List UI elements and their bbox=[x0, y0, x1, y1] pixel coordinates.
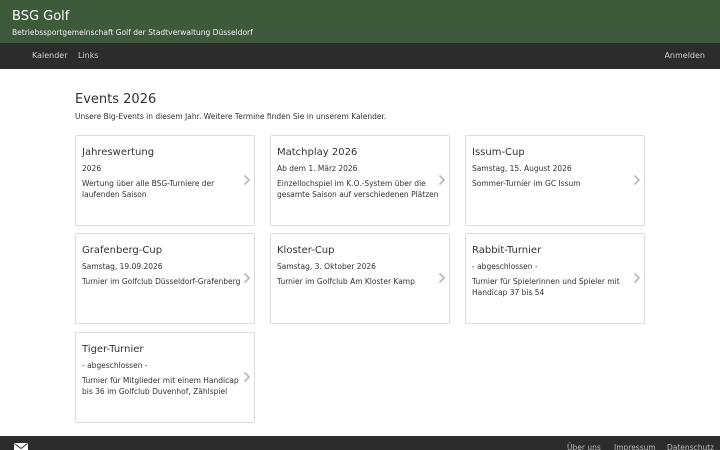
chevron-right-icon bbox=[438, 272, 446, 284]
event-description: Einzellochspiel im K.O.-System über die gesamte Saison auf verschiedenen Plätzen bbox=[277, 179, 439, 199]
event-description: Turnier im Golfclub Am Kloster Kamp bbox=[277, 277, 415, 286]
main-navbar bbox=[0, 43, 720, 69]
site-footer bbox=[0, 436, 720, 450]
event-description: Turnier im Golfclub Düsseldorf-Grafenberg bbox=[82, 277, 241, 286]
event-card-grafenberg-cup[interactable] bbox=[75, 233, 255, 324]
event-date: Samstag, 3. Oktober 2026 bbox=[277, 262, 376, 271]
event-date: Samstag, 19.09.2026 bbox=[82, 262, 163, 271]
chevron-right-icon bbox=[633, 272, 641, 284]
site-header bbox=[0, 0, 720, 43]
footer-link-about[interactable]: Über uns bbox=[567, 443, 601, 450]
page-intro: Unsere Big-Events in diesem Jahr. Weitere Termine finden Sie in unserem Kalender. bbox=[75, 112, 387, 121]
chevron-right-icon bbox=[243, 371, 251, 383]
login-link[interactable] bbox=[661, 43, 705, 69]
chevron-right-icon bbox=[243, 174, 251, 186]
login-label: Anmelden bbox=[664, 51, 705, 60]
event-date: Ab dem 1. März 2026 bbox=[277, 164, 358, 173]
event-date: - abgeschlossen - bbox=[472, 262, 538, 271]
chevron-right-icon bbox=[243, 272, 251, 284]
envelope-icon[interactable] bbox=[14, 443, 28, 450]
chevron-right-icon bbox=[633, 174, 641, 186]
event-card-jahreswertung[interactable] bbox=[75, 135, 255, 226]
event-date: 2026 bbox=[82, 164, 102, 173]
event-title: Rabbit-Turnier bbox=[472, 245, 542, 256]
event-description: Wertung über alle BSG-Turniere der laufenden Saison bbox=[82, 179, 215, 199]
event-description: Turnier für Mitglieder mit einem Handicap bis 36 im Golfclub Duvenhof, Zählspiel bbox=[82, 376, 239, 396]
event-title: Matchplay 2026 bbox=[277, 147, 358, 158]
event-card-matchplay[interactable] bbox=[270, 135, 450, 226]
event-description: Turnier für Spielerinnen und Spieler mit Handicap 37 bis 54 bbox=[472, 277, 620, 297]
nav-item-links[interactable]: Links bbox=[78, 51, 99, 60]
event-date: - abgeschlossen - bbox=[82, 361, 148, 370]
event-title: Tiger-Turnier bbox=[82, 344, 144, 355]
event-title: Kloster-Cup bbox=[277, 245, 335, 256]
event-card-rabbit-turnier[interactable] bbox=[465, 233, 645, 324]
event-title: Grafenberg-Cup bbox=[82, 245, 163, 256]
event-description: Sommer-Turnier im GC Issum bbox=[472, 179, 581, 188]
page-title: Events 2026 bbox=[75, 92, 157, 107]
event-card-tiger-turnier[interactable] bbox=[75, 332, 255, 423]
event-title: Issum-Cup bbox=[472, 147, 525, 158]
event-date: Samstag, 15. August 2026 bbox=[472, 164, 572, 173]
site-title[interactable]: BSG Golf bbox=[12, 9, 70, 24]
event-title: Jahreswertung bbox=[82, 147, 155, 158]
footer-link-imprint[interactable]: Impressum bbox=[614, 443, 656, 450]
chevron-right-icon bbox=[438, 174, 446, 186]
event-card-issum-cup[interactable] bbox=[465, 135, 645, 226]
nav-item-kalender[interactable]: Kalender bbox=[32, 51, 68, 60]
event-card-kloster-cup[interactable] bbox=[270, 233, 450, 324]
site-subtitle: Betriebssportgemeinschaft Golf der Stadtverwaltung Düsseldorf bbox=[12, 28, 253, 37]
footer-link-privacy[interactable]: Datenschutz bbox=[667, 443, 715, 450]
